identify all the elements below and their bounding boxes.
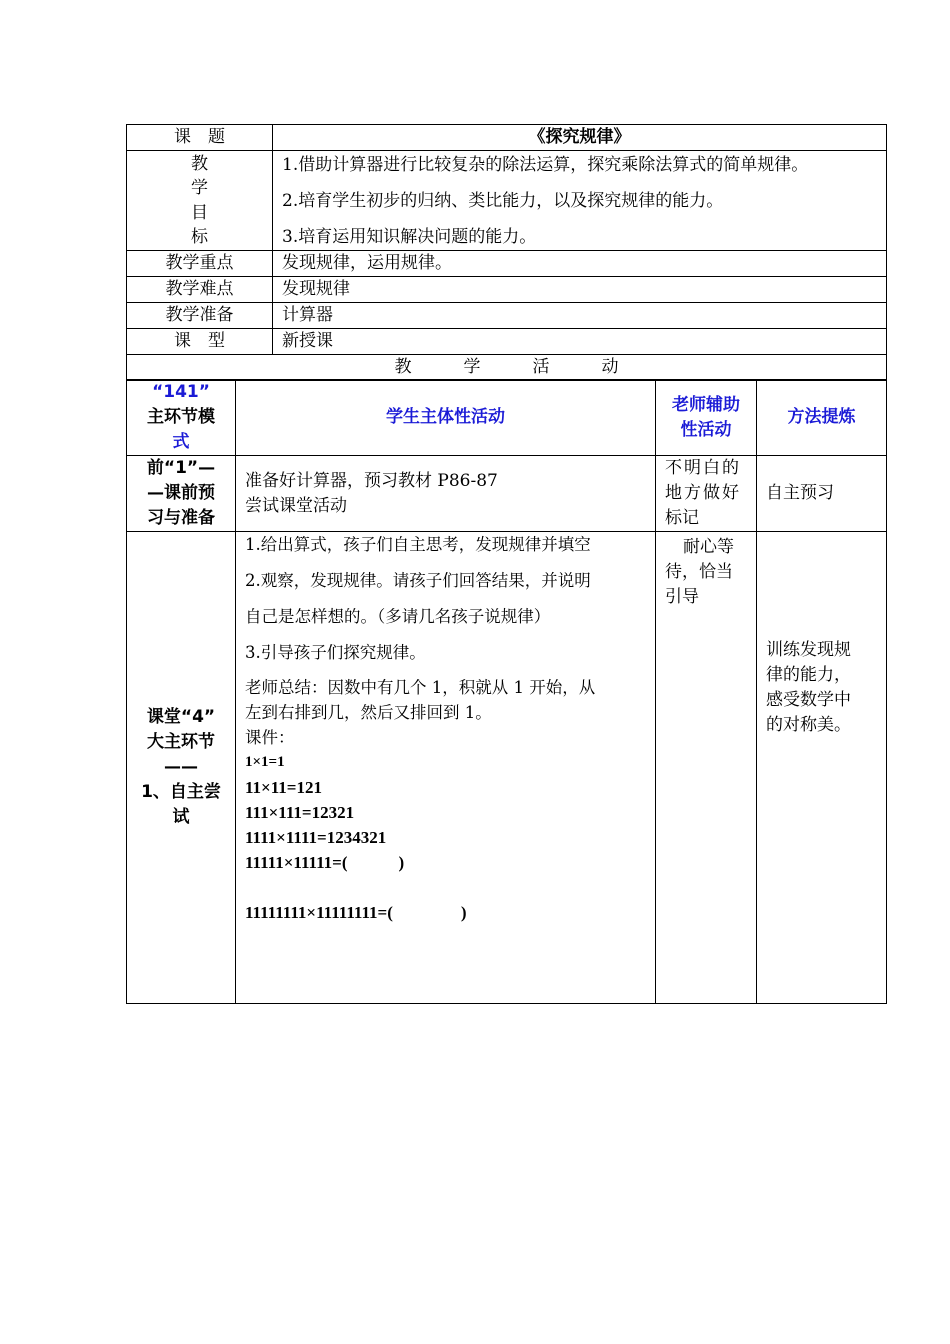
teacher-header-line: 性活动	[680, 419, 732, 440]
lesson-info-table	[126, 124, 887, 381]
goal-item: 1.借助计算器进行比较复杂的除法运算，探究乘除法算式的简单规律。	[282, 155, 809, 175]
equation: 1×1=1	[245, 754, 285, 770]
method-self-try	[757, 532, 887, 1004]
stage-header-line: “141”	[152, 382, 210, 402]
stage-line: 习与准备	[147, 508, 215, 528]
equation: 11111111×11111111=( )	[245, 903, 467, 922]
teacher-line: 引导	[665, 587, 699, 607]
method-line: 律的能力，	[766, 665, 851, 685]
stage-header-line: 主环节模	[147, 407, 215, 427]
stage-line: 前“1”—	[146, 458, 216, 478]
stage-line: 1、自主尝	[141, 782, 221, 802]
preparation: 计算器	[273, 303, 887, 329]
lesson-type-label: 课 型	[127, 329, 273, 355]
goals-label-char: 目	[191, 202, 208, 223]
equation: 111×111=12321	[245, 803, 355, 822]
student-preview-activity	[236, 456, 656, 532]
equation: 11×11=121	[245, 778, 322, 797]
activity-title-char: 教	[394, 357, 412, 377]
stage-line: 大主环节	[147, 732, 215, 752]
goals-label-char: 标	[191, 227, 208, 247]
method-line: 感受数学中	[766, 690, 851, 710]
teacher-line: 耐心等	[683, 537, 734, 557]
teacher-line: 待，恰当	[665, 562, 733, 582]
student-line: 尝试课堂活动	[245, 495, 347, 516]
stage-preview	[127, 456, 236, 532]
stage-line: ——	[164, 757, 198, 777]
difficulty-label: 教学难点	[127, 277, 273, 303]
key-point: 发现规律，运用规律。	[273, 251, 887, 277]
stage-header-line: 式	[172, 432, 190, 452]
lesson-type: 新授课	[273, 329, 887, 355]
stage-line: 课堂“4”	[146, 707, 216, 727]
equation: 11111×11111=( )	[245, 853, 405, 872]
lesson-topic: 《探究规律》	[273, 125, 887, 151]
student-self-try-activity	[236, 532, 656, 1004]
method-line: 的对称美。	[766, 715, 851, 735]
activity-step: 课件：	[245, 728, 295, 747]
stage-line: —课前预	[147, 483, 215, 503]
key-point-label: 教学重点	[127, 251, 273, 277]
student-line: 准备好计算器，预习教材 P86-87	[245, 470, 498, 491]
activity-title	[127, 355, 887, 381]
stage-line: 试	[172, 807, 190, 827]
difficulty: 发现规律	[273, 277, 887, 303]
goals-label	[127, 151, 273, 251]
teacher-activity-header	[656, 380, 757, 456]
activity-step: 2.观察，发现规律。请孩子们回答结果，并说明	[245, 571, 591, 590]
activity-title-char: 活	[532, 357, 550, 377]
method-header: 方法提炼	[757, 380, 887, 456]
method-preview: 自主预习	[757, 456, 887, 532]
goal-item: 2.培育学生初步的归纳、类比能力，以及探究规律的能力。	[282, 191, 724, 211]
activity-title-char: 动	[601, 357, 619, 377]
activity-table	[126, 379, 887, 1004]
goals-content	[273, 151, 887, 251]
teacher-preview-activity	[656, 456, 757, 532]
stage-header	[127, 380, 236, 456]
activity-step: 1.给出算式，孩子们自主思考，发现规律并填空	[245, 535, 591, 554]
teacher-line: 标记	[665, 508, 699, 528]
activity-title-char: 学	[463, 357, 481, 377]
goal-item: 3.培育运用知识解决问题的能力。	[282, 227, 537, 247]
stage-self-try	[127, 532, 236, 1004]
activity-step: 老师总结：因数中有几个 1，积就从 1 开始，从	[245, 678, 596, 697]
goals-label-char: 学	[191, 178, 208, 198]
activity-step: 3.引导孩子们探究规律。	[245, 643, 426, 662]
teacher-line: 不明白的	[665, 458, 741, 478]
goals-label-char: 教	[191, 153, 208, 174]
method-line: 训练发现规	[766, 640, 851, 660]
teacher-self-try-activity	[656, 532, 757, 1004]
activity-step: 自己是怎样想的。（多请几名孩子说规律）	[245, 607, 551, 626]
student-activity-header: 学生主体性活动	[236, 380, 656, 456]
teacher-header-line: 老师辅助	[672, 394, 740, 415]
activity-step: 左到右排到几，然后又排回到 1。	[245, 703, 492, 722]
preparation-label: 教学准备	[127, 303, 273, 329]
teacher-line: 地方做好	[665, 483, 741, 503]
equation: 1111×1111=1234321	[245, 828, 387, 847]
topic-label: 课 题	[127, 125, 273, 151]
